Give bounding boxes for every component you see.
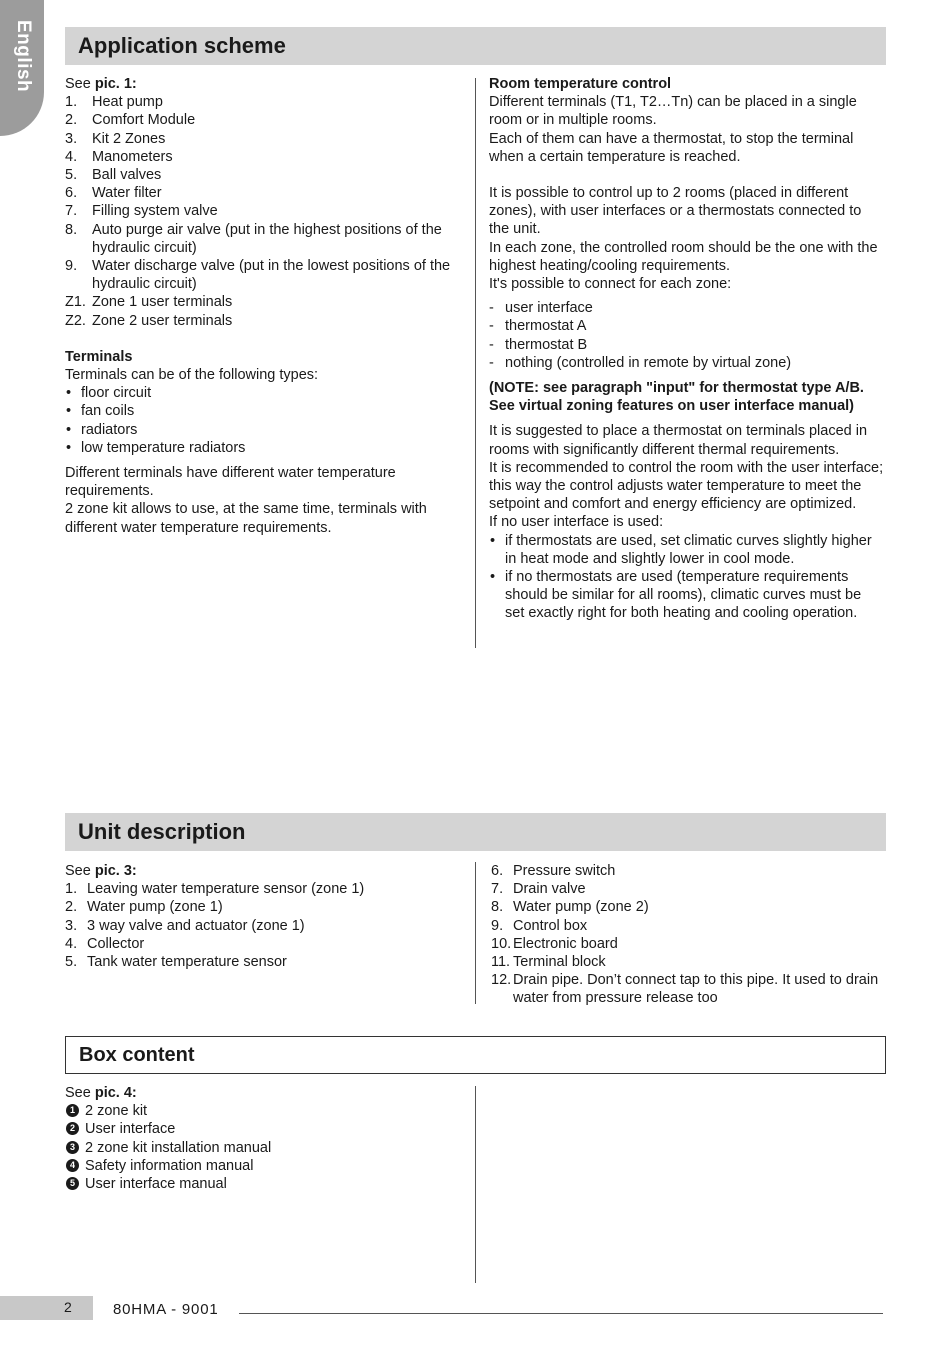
list-item: 8. Auto purge air valve (put in the highest positions of the hydraulic circuit) xyxy=(65,221,442,256)
number-badge-icon: 4 xyxy=(66,1159,79,1172)
unit-parts-list-left xyxy=(65,880,465,971)
application-scheme-title: Application scheme xyxy=(78,33,286,58)
terminals-paragraph: Different terminals have different water temperature requirements. xyxy=(65,465,396,500)
list-item: - thermostat B xyxy=(489,336,884,354)
thermostat-note: (NOTE: see paragraph "input" for thermostat type A/B. See virtual zoning features on user interface manual) xyxy=(489,380,864,415)
list-item: 2. Comfort Module xyxy=(65,112,196,129)
list-item: Z1. Zone 1 user terminals xyxy=(65,294,233,311)
room-control-column xyxy=(489,75,884,623)
list-item: • radiators xyxy=(65,421,465,439)
list-item: 10. Electronic board xyxy=(491,935,618,952)
application-scheme-left-column xyxy=(65,75,465,537)
list-item: 7. Filling system valve xyxy=(65,203,218,220)
list-item: 6. Pressure switch xyxy=(491,863,616,879)
application-scheme-header xyxy=(65,27,886,65)
see-pic-1: See pic. 1: xyxy=(65,76,137,92)
unit-parts-list-right xyxy=(491,862,884,1008)
column-divider xyxy=(475,78,476,648)
number-badge-icon: 3 xyxy=(66,1141,79,1154)
terminals-paragraph: 2 zone kit allows to use, at the same time, terminals with different water temperature requirements. xyxy=(65,501,427,536)
room-control-paragraph: It is possible to control up to 2 rooms (placed in different zones), with user interfaces or a thermostats connected to the unit. xyxy=(489,185,862,238)
list-item: 9. Water discharge valve (put in the lowest positions of the hydraulic circuit) xyxy=(65,258,451,293)
list-item: 4. Manometers xyxy=(65,148,173,165)
language-tab xyxy=(0,0,44,136)
room-control-paragraph: In each zone, the controlled room should be the one with the highest heating/cooling requirements. xyxy=(489,239,878,274)
list-item: 5. Ball valves xyxy=(65,167,162,184)
list-item: Z2. Zone 2 user terminals xyxy=(65,312,233,329)
list-item: 1. Leaving water temperature sensor (zone 1) xyxy=(65,881,365,898)
pic-ref: pic. 4: xyxy=(94,1085,137,1101)
zone-connection-options xyxy=(489,299,884,372)
document-code: 80HMA - 9001 xyxy=(113,1301,219,1318)
number-badge-icon: 5 xyxy=(66,1177,79,1190)
list-item: 5 User interface manual xyxy=(65,1175,465,1193)
list-item: 2 User interface xyxy=(65,1120,465,1138)
unit-description-header xyxy=(65,813,886,851)
list-item: • low temperature radiators xyxy=(65,439,465,457)
terminals-heading: Terminals xyxy=(65,348,133,365)
terminal-types-list xyxy=(65,384,465,457)
unit-description-title: Unit description xyxy=(78,819,246,844)
room-control-paragraph: If no user interface is used: xyxy=(489,514,664,531)
page-number-tab xyxy=(0,1296,93,1320)
list-item: • if no thermostats are used (temperature requirements should be similar for all rooms), climatic curves must be set exactly right for both heating and cooling operation. xyxy=(489,568,884,623)
language-tab-label: English xyxy=(13,20,34,93)
footer-rule xyxy=(239,1313,883,1314)
room-control-paragraph: Each of them can have a thermostat, to stop the terminal when a certain temperature is reached. xyxy=(489,130,854,165)
list-item: - nothing (controlled in remote by virtual zone) xyxy=(489,354,884,372)
list-item: 2. Water pump (zone 1) xyxy=(65,899,223,916)
see-pic-3: See pic. 3: xyxy=(65,863,137,879)
room-control-paragraph: It is suggested to place a thermostat on terminals placed in rooms with significantly different thermal requirements. xyxy=(489,423,868,458)
list-item: 4 Safety information manual xyxy=(65,1157,465,1175)
number-badge-icon: 2 xyxy=(66,1122,79,1135)
room-control-paragraph: Different terminals (T1, T2…Tn) can be placed in a single room or in multiple rooms. xyxy=(489,94,857,129)
pic-ref: pic. 3: xyxy=(94,863,137,879)
list-item: • fan coils xyxy=(65,402,465,420)
box-content-header xyxy=(65,1036,886,1074)
component-list xyxy=(65,93,465,330)
list-item: 3 2 zone kit installation manual xyxy=(65,1139,465,1157)
list-item: 3. 3 way valve and actuator (zone 1) xyxy=(65,917,305,934)
unit-description-right-column xyxy=(491,862,884,1008)
list-item: 12. Drain pipe. Don’t connect tap to this pipe. It used to drain water from pressure release too xyxy=(491,972,879,1007)
list-item: 5. Tank water temperature sensor xyxy=(65,954,287,971)
box-content-list xyxy=(65,1102,465,1193)
list-item: • floor circuit xyxy=(65,384,465,402)
list-item: 9. Control box xyxy=(491,917,588,934)
room-control-heading: Room temperature control xyxy=(489,76,672,92)
box-content-title: Box content xyxy=(79,1044,195,1066)
list-item: 7. Drain valve xyxy=(491,881,586,898)
list-item: - user interface xyxy=(489,299,884,317)
list-item: 3. Kit 2 Zones xyxy=(65,130,166,147)
no-interface-list xyxy=(489,532,884,623)
list-item: 1 2 zone kit xyxy=(65,1102,465,1120)
number-badge-icon: 1 xyxy=(66,1104,79,1117)
list-item: 1. Heat pump xyxy=(65,94,163,111)
list-item: 4. Collector xyxy=(65,935,145,952)
list-item: 8. Water pump (zone 2) xyxy=(491,899,649,916)
page-number: 2 xyxy=(64,1299,72,1315)
box-content-column xyxy=(65,1084,465,1193)
list-item: - thermostat A xyxy=(489,317,884,335)
unit-description-left-column xyxy=(65,862,465,971)
list-item: 11. Terminal block xyxy=(491,954,606,971)
pic-ref: pic. 1: xyxy=(94,76,137,92)
list-item: • if thermostats are used, set climatic curves slightly higher in heat mode and slightly lower in cool mode. xyxy=(489,532,884,568)
room-control-paragraph: It is recommended to control the room with the user interface; this way the control adjusts water temperature to meet the setpoint and comfort and energy efficiency are optimized. xyxy=(489,459,884,513)
column-divider xyxy=(475,862,476,1004)
see-pic-4: See pic. 4: xyxy=(65,1085,137,1101)
room-control-paragraph: It's possible to connect for each zone: xyxy=(489,276,732,293)
column-divider xyxy=(475,1086,476,1283)
terminals-intro: Terminals can be of the following types: xyxy=(65,367,319,384)
list-item: 6. Water filter xyxy=(65,185,162,202)
